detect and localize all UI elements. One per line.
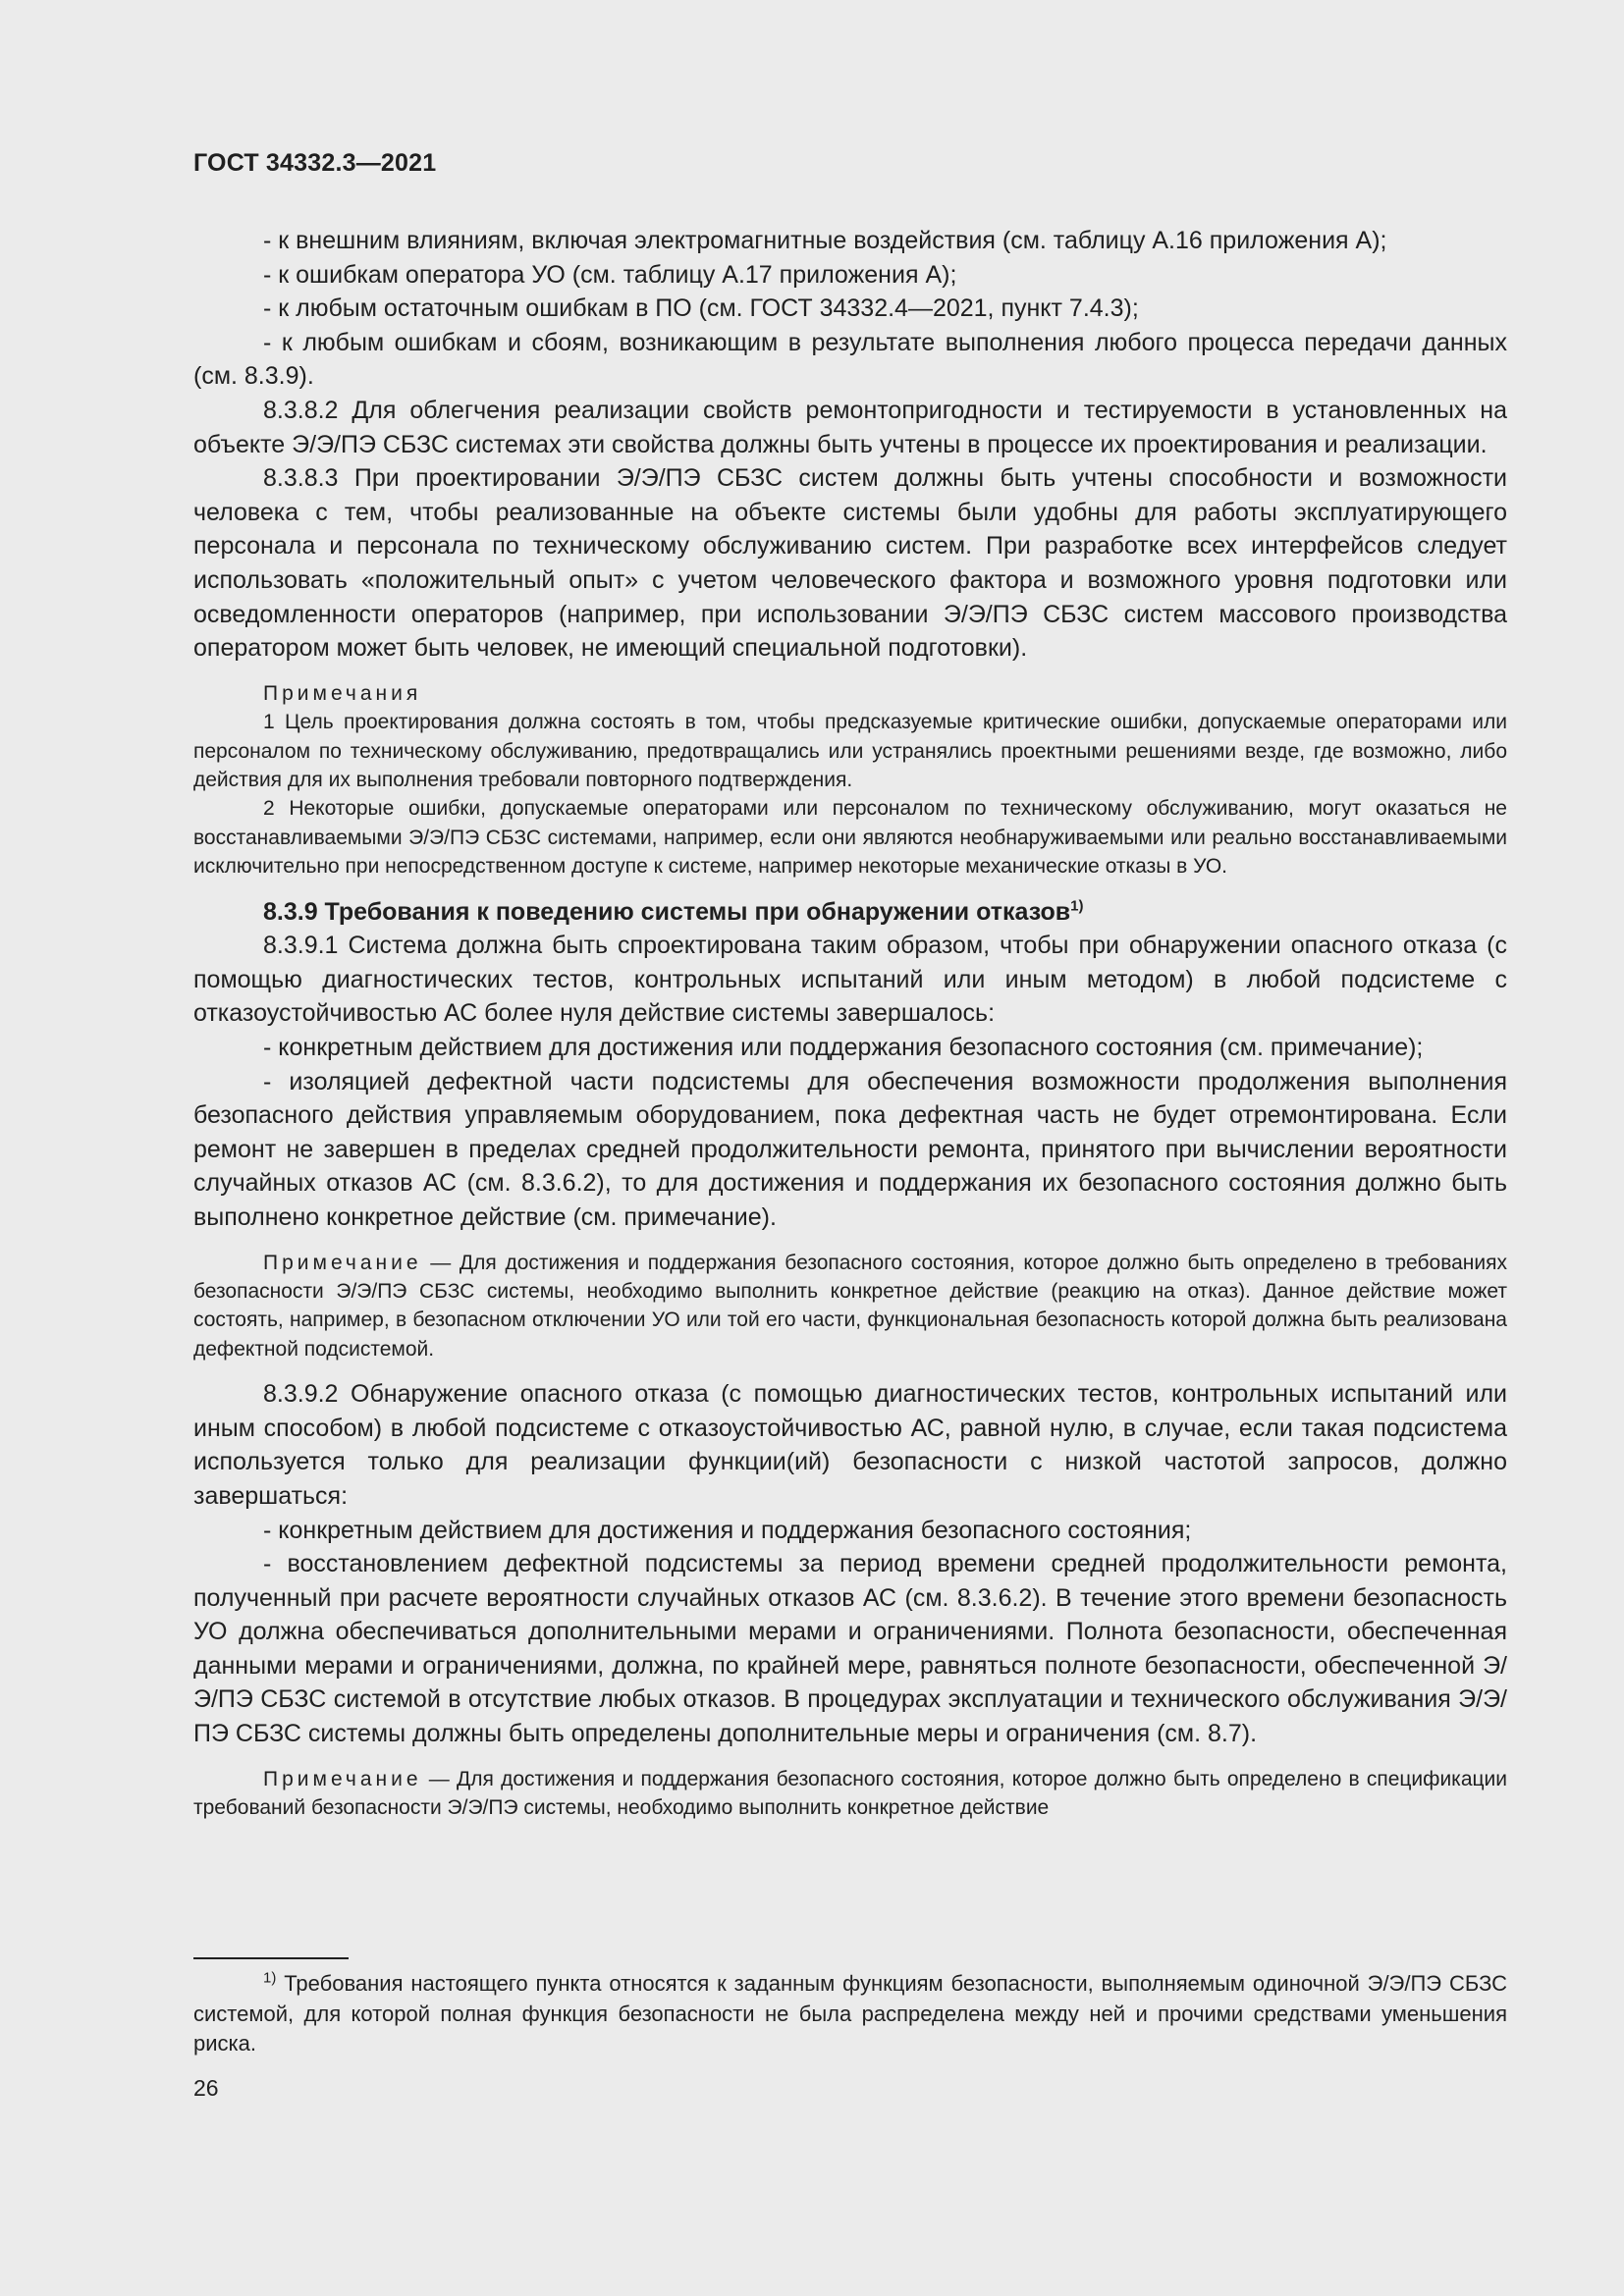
section-title-text: 8.3.9 Требования к поведению системы при обнаружении отказов — [263, 897, 1071, 926]
notes-heading: Примечания — [263, 681, 422, 705]
page-number: 26 — [193, 2075, 219, 2101]
note-text: — Для достижения и поддержания безопасного состояния, которое должно быть определено в требованиях безопасности Э/Э/ПЭ СБЗС системы, необходимо выполнить конкретное действие (реакцию на отказ). Данное действие может состоять, например, в безопасном отключении УО или той его части, функциональная безопасность которой должна быть реализована дефектной подсистемой. — [193, 1251, 1507, 1361]
list-item: - к любым остаточным ошибкам в ПО (см. ГОСТ 34332.4—2021, пункт 7.4.3); — [263, 294, 1139, 323]
paragraph-8-3-9-1: 8.3.9.1 Система должна быть спроектирована таким образом, чтобы при обнаружении опасного отказа (с помощью диагностических тестов, контрольных испытаний или иным методом) в любой подсистеме с отказоустойчивостью АС более нуля действие системы завершалось: — [193, 932, 1507, 1028]
paragraph-8-3-8-3: 8.3.8.3 При проектировании Э/Э/ПЭ СБЗС систем должны быть учтены способности и возможности человека с тем, чтобы реализованные на объекте системы были удобны для работы эксплуатирующего персонала и персонала по техническому обслуживанию систем. При разработке всех интерфейсов следует использовать «положительный опыт» с учетом человеческого фактора и возможного уровня подготовки или осведомленности операторов (например, при использовании Э/Э/ПЭ СБЗС систем массового производства оператором может быть человек, не имеющий специальной подготовки). — [193, 464, 1507, 663]
note-1: 1 Цель проектирования должна состоять в том, чтобы предсказуемые критические ошибки, допускаемые операторами или персоналом по техническому обслуживанию, предотвращались или устранялись проектными решениями везде, где возможно, либо действия для их выполнения требовали повторного подтверждения. — [193, 711, 1507, 791]
note-2: 2 Некоторые ошибки, допускаемые операторами или персоналом по техническому обслуживанию, могут оказаться не восстанавливаемыми Э/Э/ПЭ СБЗС системами, например, если они являются необнаруживаемыми или реально восстанавливаемыми исключительно при непосредственном доступе к системе, например некоторые механические отказы в УО. — [193, 797, 1507, 879]
list-item: - к внешним влияниям, включая электромагнитные воздействия (см. таблицу А.16 приложения А); — [263, 227, 1387, 254]
note-label: Примечание — [263, 1767, 422, 1790]
note-8-3-9-2 — [193, 1765, 1507, 1823]
note-label: Примечание — [263, 1251, 422, 1274]
list-item: - восстановлением дефектной подсистемы за период времени средней продолжительности ремонта, полученный при расчете вероятности случайных отказов АС (см. 8.3.6.2). В течение этого времени безопасность УО должна обеспечиваться дополнительными мерами и ограничениями. Полнота безопасности, обеспеченная данными мерами и ограничениями, должна, по крайней мере, равняться полноте безопасности, обеспеченной Э/Э/ПЭ СБЗС системой в отсутствие любых отказов. В процедурах эксплуатации и технического обслуживания Э/Э/ПЭ СБЗС системы должны быть определены дополнительные меры и ограничения (см. 8.7). — [193, 1550, 1507, 1748]
paragraph-8-3-9-2: 8.3.9.2 Обнаружение опасного отказа (с помощью диагностических тестов, контрольных испытаний или иным способом) в любой подсистеме с отказоустойчивостью АС, равной нулю, в случае, если такая подсистема используется только для реализации функции(ий) безопасности с низкой частотой запросов, должно завершаться: — [193, 1380, 1507, 1510]
list-item: - к ошибкам оператора УО (см. таблицу А.17 приложения А); — [263, 260, 957, 289]
note-text: — Для достижения и поддержания безопасного состояния, которое должно быть определено в спецификации требований безопасности Э/Э/ПЭ системы, необходимо выполнить конкретное действие — [193, 1767, 1507, 1820]
standard-title: ГОСТ 34332.3—2021 — [193, 149, 437, 177]
footnote-ref: 1) — [1070, 897, 1084, 915]
note-8-3-9-1 — [193, 1249, 1507, 1364]
footnote-text: Требования настоящего пункта относятся к заданным функциям безопасности, выполняемым одиночной Э/Э/ПЭ СБЗС системой, для которой полная функция безопасности не была распределена между ней и прочими средствами уменьшения риска. — [193, 1971, 1507, 2056]
paragraph-8-3-8-2: 8.3.8.2 Для облегчения реализации свойств ремонтопригодности и тестируемости в установленных на объекте Э/Э/ПЭ СБЗС системах эти свойства должны быть учтены в процессе их проектирования и реализации. — [193, 396, 1507, 458]
main-content — [193, 224, 1507, 1822]
list-item: - изоляцией дефектной части подсистемы для обеспечения возможности продолжения выполнения безопасного действия управляемым оборудованием, пока дефектная часть не будет отремонтирована. Если ремонт не завершен в пределах средней продолжительности ремонта, принятого при вычислении вероятности случайных отказов АС (см. 8.3.6.2), то для достижения и поддержания их безопасного состояния должно быть выполнено конкретное действие (см. примечание). — [193, 1067, 1507, 1231]
list-item: - к любым ошибкам и сбоям, возникающим в результате выполнения любого процесса передачи данных (см. 8.3.9). — [193, 328, 1507, 391]
footnote-divider — [193, 1957, 349, 1959]
section-8-3-9-heading — [193, 895, 1507, 930]
footnote — [193, 1969, 1507, 2059]
list-item: - конкретным действием для достижения или поддержания безопасного состояния (см. примечание); — [263, 1033, 1424, 1061]
footnote-mark: 1) — [263, 1969, 277, 1987]
list-item: - конкретным действием для достижения и поддержания безопасного состояния; — [263, 1516, 1192, 1544]
